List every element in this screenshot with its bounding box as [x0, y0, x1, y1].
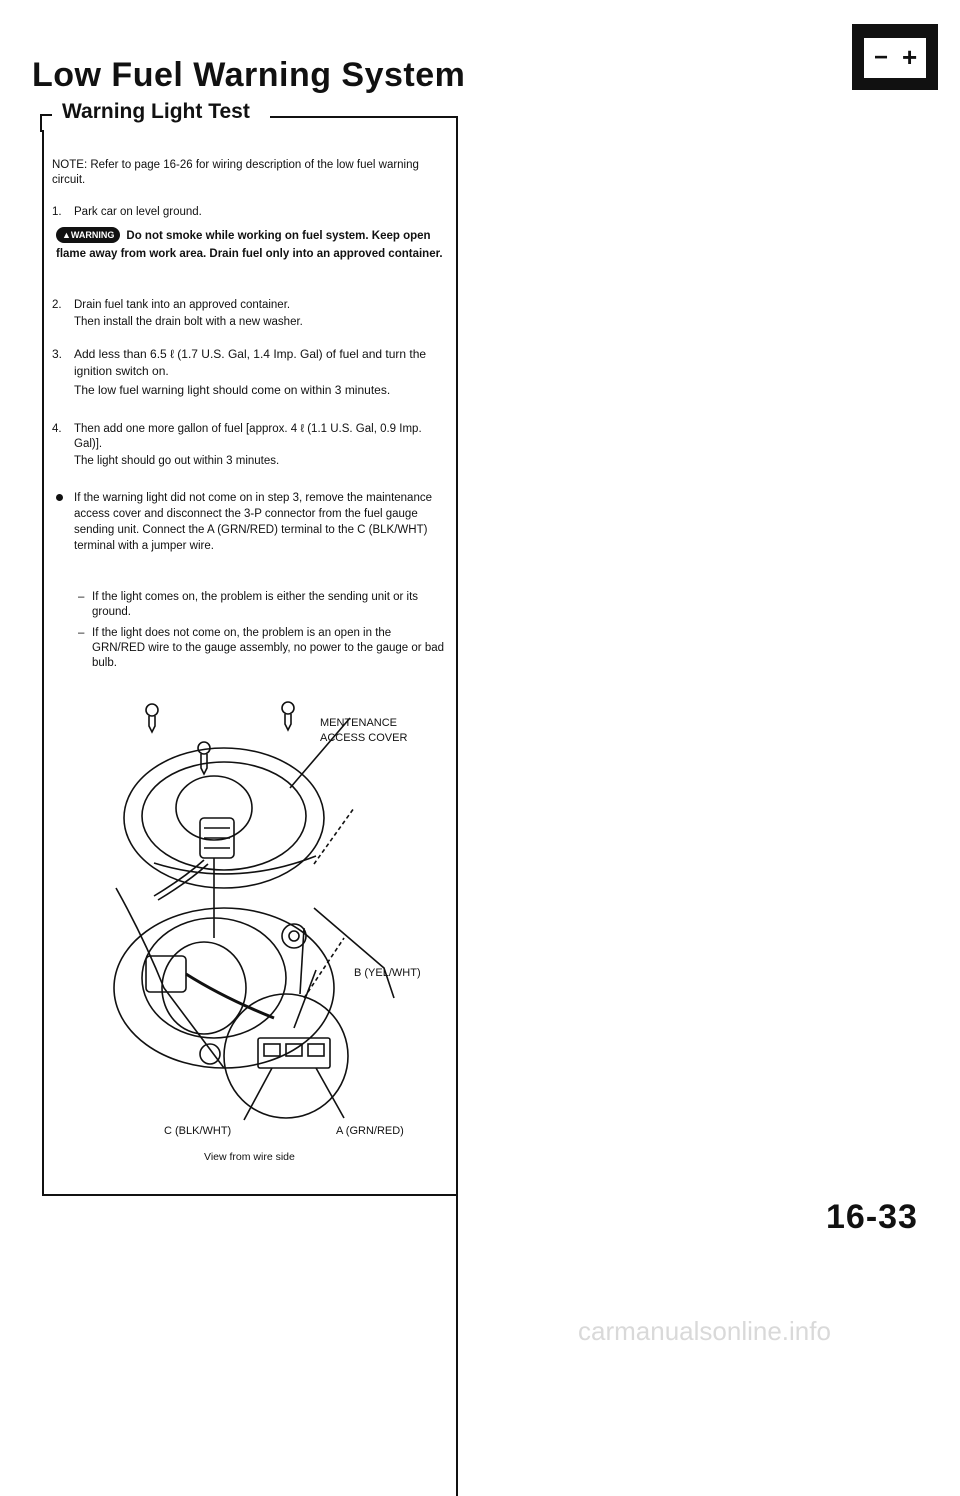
watermark-text: carmanualsonline.info — [578, 1316, 831, 1346]
warning-text: Do not smoke while working on fuel system. Keep open flame away from work area. Drain fuel only into an approved container. — [56, 230, 443, 260]
label-cover-2: ACCESS COVER — [320, 732, 408, 744]
label-terminal-b: B (YEL/WHT) — [354, 967, 421, 979]
battery-icon — [852, 24, 938, 90]
section-frame-bottom — [42, 1194, 458, 1196]
warning-block — [56, 226, 444, 262]
step-text: The light should go out within 3 minutes. — [74, 455, 280, 467]
dash-text: If the light comes on, the problem is either the sending unit or its ground. — [92, 591, 419, 618]
access-cover-diagram — [54, 688, 454, 1184]
step-text: Then install the drain bolt with a new washer. — [74, 316, 303, 328]
page-title: Low Fuel Warning System — [32, 56, 466, 94]
screw-icon — [198, 742, 210, 774]
dash-text: If the light does not come on, the problem is an open in the GRN/RED wire to the gauge assembly, no power to the gauge or bad bulb. — [92, 627, 445, 669]
label-terminal-c: C (BLK/WHT) — [164, 1125, 232, 1137]
step-text: Then add one more gallon of fuel [approx. 4 ℓ (1.1 U.S. Gal, 0.9 Imp. Gal)]. — [74, 423, 422, 450]
step-text: Drain fuel tank into an approved container. — [74, 299, 291, 311]
step-text: Park car on level ground. — [74, 206, 202, 218]
warning-badge: ▲WARNING — [56, 227, 120, 243]
label-terminal-a: A (GRN/RED) — [336, 1125, 404, 1137]
page-number: 16-33 — [826, 1198, 918, 1236]
section-heading: Warning Light Test — [56, 100, 256, 124]
note-text: NOTE: Refer to page 16-26 for wiring description of the low fuel warning circuit. — [52, 159, 419, 186]
step-number: 1. — [52, 206, 62, 218]
step-number: 4. — [52, 423, 62, 435]
step-text: Add less than 6.5 ℓ (1.7 U.S. Gal, 1.4 Imp. Gal) of fuel and turn the ignition switch on. — [74, 347, 427, 378]
battery-plus: + — [902, 42, 918, 72]
screw-icon — [282, 702, 294, 730]
battery-minus: − — [874, 44, 889, 71]
step-number: 3. — [52, 347, 63, 361]
label-cover-1: MENTENANCE — [320, 717, 398, 729]
diagram-caption: View from wire side — [204, 1151, 295, 1163]
screw-icon — [146, 704, 158, 732]
bullet-icon — [56, 494, 63, 501]
step-number: 2. — [52, 299, 62, 311]
section-frame-right-line — [456, 116, 458, 1196]
section-frame-top — [270, 116, 458, 118]
step-text: The low fuel warning light should come on within 3 minutes. — [74, 383, 391, 397]
diagram-drawing — [54, 688, 454, 1184]
bullet-text: If the warning light did not come on in step 3, remove the maintenance access cover and disconnect the 3-P connector from the fuel gauge sending unit. Connect the A (GRN/RED) terminal to the C (BLK/WHT) terminal with a jumper wire. — [74, 492, 432, 552]
section-frame-left-line — [42, 130, 44, 1196]
